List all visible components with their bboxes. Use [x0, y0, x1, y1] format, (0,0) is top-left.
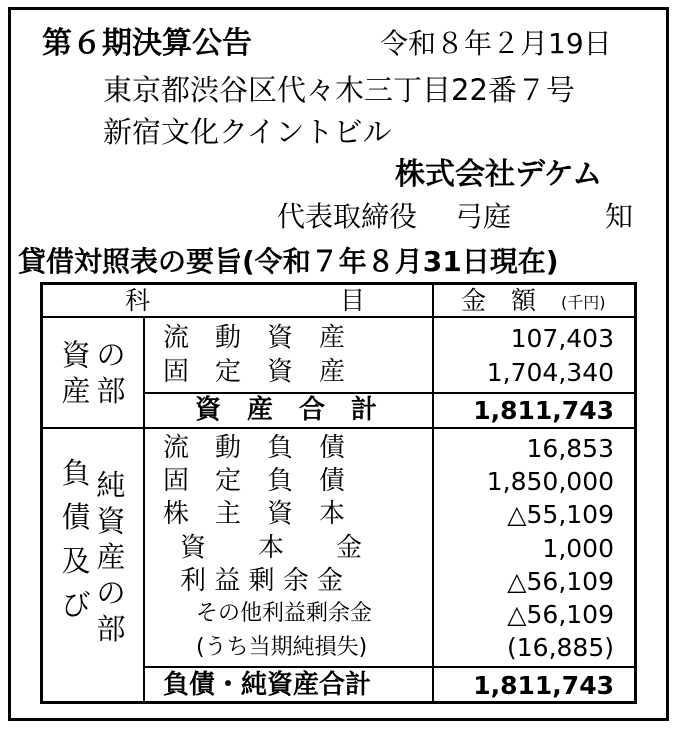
liab-total-rule [143, 666, 634, 668]
row-amount-other-retained-earnings: △56,109 [507, 600, 614, 629]
row-amount-current-assets: 107,403 [510, 324, 614, 353]
row-amount-fixed-liabilities: 1,850,000 [486, 467, 614, 496]
row-label-other-retained-earnings: その他利益剰余金 [196, 601, 373, 626]
row-amount-assets-total: 1,811,743 [473, 396, 614, 425]
row-label-shareholders-equity: 株 主 資 本 [163, 499, 346, 529]
row-label-assets-total: 資 産 合 計 [195, 395, 378, 425]
column-divider-section [143, 318, 145, 701]
assets-section-label-col2 [96, 337, 126, 409]
row-amount-current-liabilities: 16,853 [526, 434, 614, 463]
representative-surname: 弓庭 [455, 200, 512, 233]
row-amount-liab-total: 1,811,743 [473, 671, 614, 700]
row-amount-shareholders-equity: △55,109 [507, 500, 614, 529]
row-amount-fixed-assets: 1,704,340 [486, 358, 614, 387]
row-label-current-assets: 流 動 資 産 [163, 323, 346, 353]
column-divider-amount [432, 285, 434, 701]
row-label-fixed-liabilities: 固 定 負 債 [163, 466, 346, 496]
label-char: 負 [61, 456, 91, 490]
row-amount-retained-earnings: △56,109 [507, 567, 614, 596]
header-kingaku: 金 額 [461, 286, 537, 315]
representative-given: 知 [605, 200, 634, 233]
label-char: の [96, 576, 126, 610]
liab-section-label-col2 [96, 467, 126, 647]
section-rule [43, 427, 634, 429]
company-name: 株式会社デケム [395, 157, 603, 192]
label-char: 部 [96, 612, 126, 646]
assets-total-rule [143, 392, 634, 394]
row-label-capital: 資 本 金 [180, 533, 363, 563]
row-label-retained-earnings: 利 益 剰 余 金 [180, 566, 344, 596]
row-label-net-loss: (うち当期純損失) [196, 635, 368, 660]
label-char: 産 [61, 374, 91, 408]
row-amount-net-loss: (16,885) [507, 633, 614, 662]
assets-section-label-col1 [61, 337, 91, 409]
row-label-fixed-assets: 固 定 資 産 [163, 357, 346, 387]
label-char: 純 [96, 468, 126, 502]
label-char: 及 [61, 544, 91, 578]
label-char: の [96, 338, 126, 372]
label-char: 部 [96, 374, 126, 408]
header-kamoku-left: 科 [125, 286, 151, 315]
row-label-current-liabilities: 流 動 負 債 [163, 433, 346, 463]
notice-title: 第６期決算公告 [42, 26, 252, 61]
label-char: 産 [96, 540, 126, 574]
label-char: 債 [61, 500, 91, 534]
notice-date: 令和８年２月19日 [380, 27, 612, 60]
address-line2: 新宿文化クイントビル [103, 115, 392, 149]
label-char: 資 [96, 504, 126, 538]
balance-sheet-subtitle: 貸借対照表の要旨(令和７年８月31日現在) [18, 245, 559, 278]
label-char: び [61, 588, 91, 622]
liab-section-label-col1 [61, 451, 91, 627]
label-char: 資 [61, 338, 91, 372]
row-label-liab-total: 負債・純資産合計 [163, 670, 372, 700]
header-kamoku-right: 目 [340, 286, 366, 315]
header-rule [43, 316, 634, 318]
header-unit: (千円) [561, 293, 606, 312]
representative-title: 代表取締役 [277, 200, 418, 233]
row-amount-capital: 1,000 [542, 534, 614, 563]
balance-sheet-table [40, 282, 637, 704]
address-line1: 東京都渋谷区代々木三丁目22番７号 [103, 73, 575, 107]
